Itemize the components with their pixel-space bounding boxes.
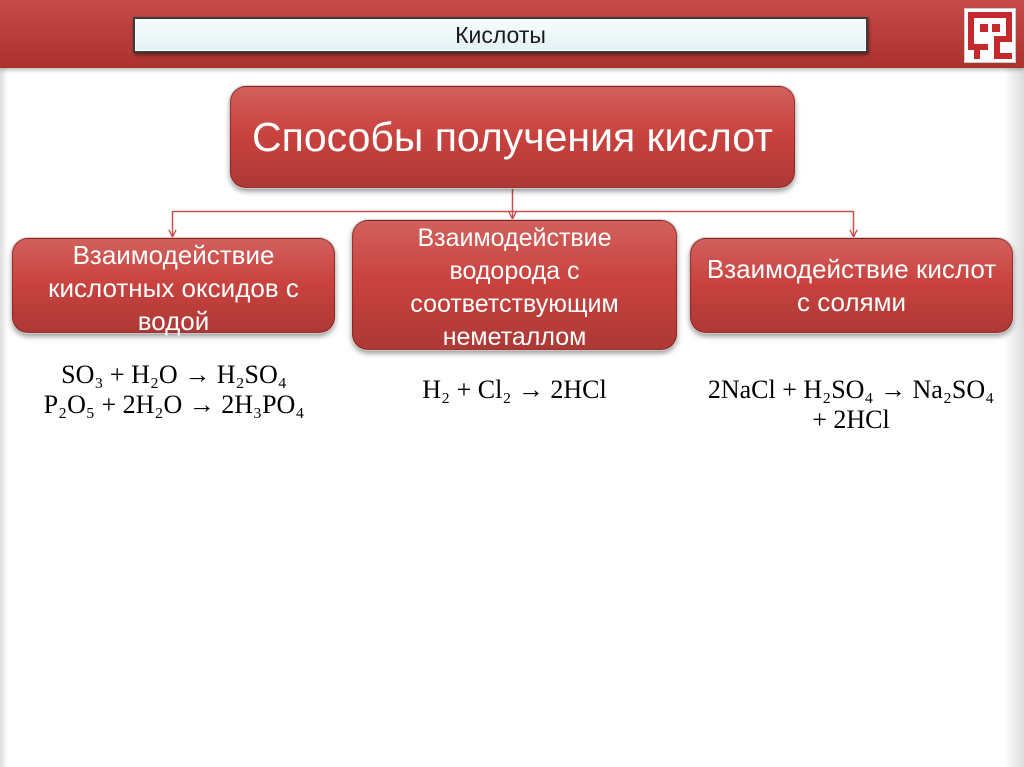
method-label-line: водой xyxy=(137,306,210,336)
method-box-hydrogen-nonmetal xyxy=(352,220,677,350)
method-label-line: с солями xyxy=(796,286,907,317)
equation: + 2HCl xyxy=(812,405,890,434)
slide-edge-left xyxy=(0,68,8,767)
method-label-line: Взаимодействие кислот xyxy=(706,253,997,284)
header-band xyxy=(0,0,1024,68)
method-label-line: Взаимодействие xyxy=(417,224,612,252)
method-box-acids-salts xyxy=(690,238,1013,333)
method-label-line: соответствующим xyxy=(410,290,619,318)
slide-title: Кислоты xyxy=(455,21,546,48)
method-label-line: водорода с xyxy=(449,257,580,285)
equation: P₂O₅ + 2H₂O → 2H₃PO₄ xyxy=(43,390,305,419)
equations-acids-salts xyxy=(686,375,1016,435)
title-box xyxy=(133,17,868,53)
root-label: Способы получения кислот xyxy=(252,114,773,160)
logo-icon xyxy=(964,8,1016,63)
method-box-acid-oxides xyxy=(12,238,335,336)
equation: 2NaCl + H₂SO₄ → Na₂SO₄ xyxy=(707,375,995,404)
root-box xyxy=(230,86,795,188)
equation: SO₃ + H₂O → H₂SO₄ xyxy=(61,360,287,389)
method-label-line: неметаллом xyxy=(442,323,587,351)
equations-hydrogen-nonmetal xyxy=(350,375,679,405)
equation: H₂ + Cl₂ → 2HCl xyxy=(422,375,607,404)
method-label-line: кислотных оксидов с xyxy=(48,273,299,303)
equations-acid-oxides xyxy=(10,360,338,420)
method-label-line: Взаимодействие xyxy=(72,240,275,270)
